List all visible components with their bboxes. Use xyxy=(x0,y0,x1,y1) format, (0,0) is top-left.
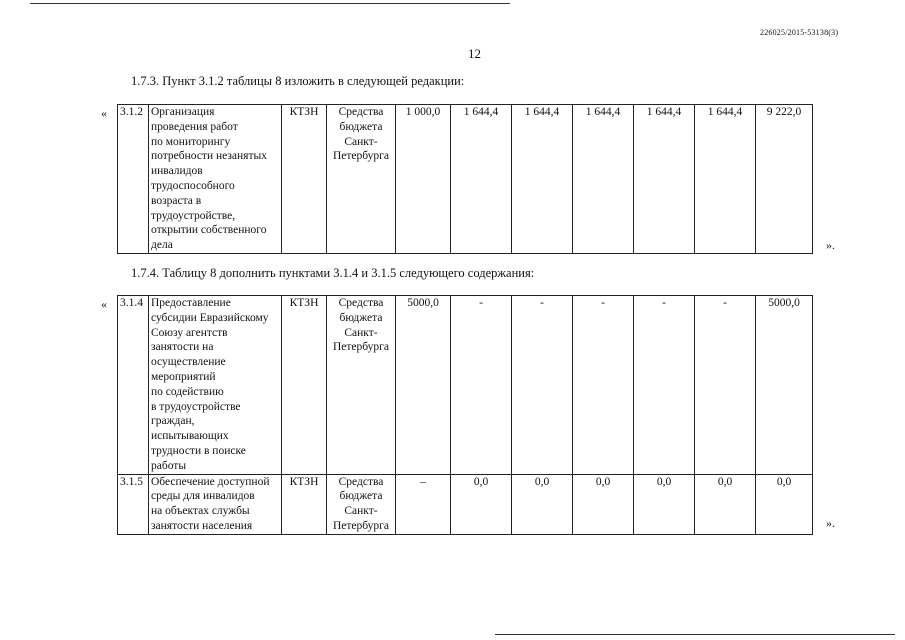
funding-source-line: Санкт- xyxy=(344,135,378,148)
item-name-line: Союзу агентств xyxy=(151,326,228,339)
funding-source-line: Санкт- xyxy=(344,326,378,339)
item-name-line: Организация xyxy=(151,106,215,118)
executor-cell: КТЗН xyxy=(282,474,327,534)
funding-source-cell xyxy=(327,474,396,534)
table-row xyxy=(118,105,813,254)
section-1-intro: 1.7.3. Пункт 3.1.2 таблицы 8 изложить в следующей редакции: xyxy=(131,74,465,88)
funding-source-line: Петербурга xyxy=(332,150,390,163)
item-number-cell: 3.1.4 xyxy=(118,296,149,475)
total-amount-cell: 5000,0 xyxy=(756,296,813,475)
item-name-line: работы xyxy=(151,459,187,472)
item-name-line: по мониторингу xyxy=(151,135,231,148)
document-number: 226025/2015-53138(3) xyxy=(760,28,839,37)
year-amount-cell: 0,0 xyxy=(451,474,512,534)
funding-source-line: Санкт- xyxy=(344,505,378,518)
item-name-line: проведения работ xyxy=(151,120,238,133)
funding-source-cell xyxy=(327,296,396,475)
table-section-2 xyxy=(117,295,813,535)
scan-edge-bottom xyxy=(495,634,895,635)
item-name-line: по содействию xyxy=(151,385,224,398)
page-number: 12 xyxy=(468,46,481,61)
item-name-line: трудности в поиске xyxy=(151,444,246,457)
funding-source-line: бюджета xyxy=(339,120,383,133)
item-name-line: трудоустройстве, xyxy=(151,209,236,222)
item-name-cell xyxy=(149,105,282,254)
item-name-line: занятости населения xyxy=(151,519,253,532)
executor-cell: КТЗН xyxy=(282,105,327,254)
executor-cell: КТЗН xyxy=(282,296,327,475)
item-name-line: Предоставление xyxy=(151,297,231,309)
item-name-line: граждан, xyxy=(151,415,195,428)
year-amount-cell: - xyxy=(695,296,756,475)
year-amount-cell: 0,0 xyxy=(573,474,634,534)
funding-source-line: бюджета xyxy=(339,490,383,503)
table-row xyxy=(118,474,813,534)
item-name-line: осуществление xyxy=(151,356,226,369)
item-name-line: дела xyxy=(151,239,173,252)
year-amount-cell: 1 644,4 xyxy=(634,105,695,254)
item-name-line: занятости на xyxy=(151,341,214,354)
funding-source-line: Средства xyxy=(338,297,384,309)
funding-source-line: Петербурга xyxy=(332,341,390,354)
item-name-line: испытывающих xyxy=(151,430,229,443)
item-name-cell xyxy=(149,296,282,475)
item-number-cell: 3.1.2 xyxy=(118,105,149,254)
section-1-close-quote: ». xyxy=(826,238,835,252)
item-name-line: на объектах службы xyxy=(151,505,250,518)
section-2-intro: 1.7.4. Таблицу 8 дополнить пунктами 3.1.4 и 3.1.5 следующего содержания: xyxy=(131,266,535,280)
year-amount-cell: - xyxy=(573,296,634,475)
year-amount-cell: 0,0 xyxy=(512,474,573,534)
year-amount-cell: 1 000,0 xyxy=(396,105,451,254)
funding-source-line: Средства xyxy=(338,475,384,488)
item-name-line: мероприятий xyxy=(151,370,216,383)
year-amount-cell: 1 644,4 xyxy=(573,105,634,254)
year-amount-cell: 5000,0 xyxy=(396,296,451,475)
table-section-1 xyxy=(117,104,813,254)
total-amount-cell: 0,0 xyxy=(756,474,813,534)
table-row xyxy=(118,296,813,475)
year-amount-cell: 0,0 xyxy=(634,474,695,534)
scan-edge-top xyxy=(30,3,510,4)
year-amount-cell: 1 644,4 xyxy=(695,105,756,254)
section-2-open-quote: « xyxy=(101,297,107,311)
item-name-line: потребности незанятых xyxy=(151,150,267,163)
funding-source-line: бюджета xyxy=(339,311,383,324)
total-amount-cell: 9 222,0 xyxy=(756,105,813,254)
section-2-close-quote: ». xyxy=(826,516,835,530)
year-amount-cell: 1 644,4 xyxy=(512,105,573,254)
year-amount-cell: 1 644,4 xyxy=(451,105,512,254)
funding-source-line: Петербурга xyxy=(332,519,390,532)
year-amount-cell: - xyxy=(634,296,695,475)
item-name-line: в трудоустройстве xyxy=(151,400,241,413)
year-amount-cell: 0,0 xyxy=(695,474,756,534)
section-1-open-quote: « xyxy=(101,106,107,120)
item-name-line: трудоспособного xyxy=(151,179,235,192)
item-name-line: инвалидов xyxy=(151,165,203,178)
funding-source-line: Средства xyxy=(338,106,384,118)
item-name-line: среды для инвалидов xyxy=(151,490,255,503)
year-amount-cell: - xyxy=(512,296,573,475)
year-amount-cell: - xyxy=(451,296,512,475)
item-number-cell: 3.1.5 xyxy=(118,474,149,534)
item-name-line: субсидии Евразийскому xyxy=(151,311,269,324)
item-name-line: Обеспечение доступной xyxy=(151,475,270,488)
item-name-cell xyxy=(149,474,282,534)
year-amount-cell: – xyxy=(396,474,451,534)
item-name-line: открытии собственного xyxy=(151,224,267,237)
funding-source-cell xyxy=(327,105,396,254)
item-name-line: возраста в xyxy=(151,194,202,207)
